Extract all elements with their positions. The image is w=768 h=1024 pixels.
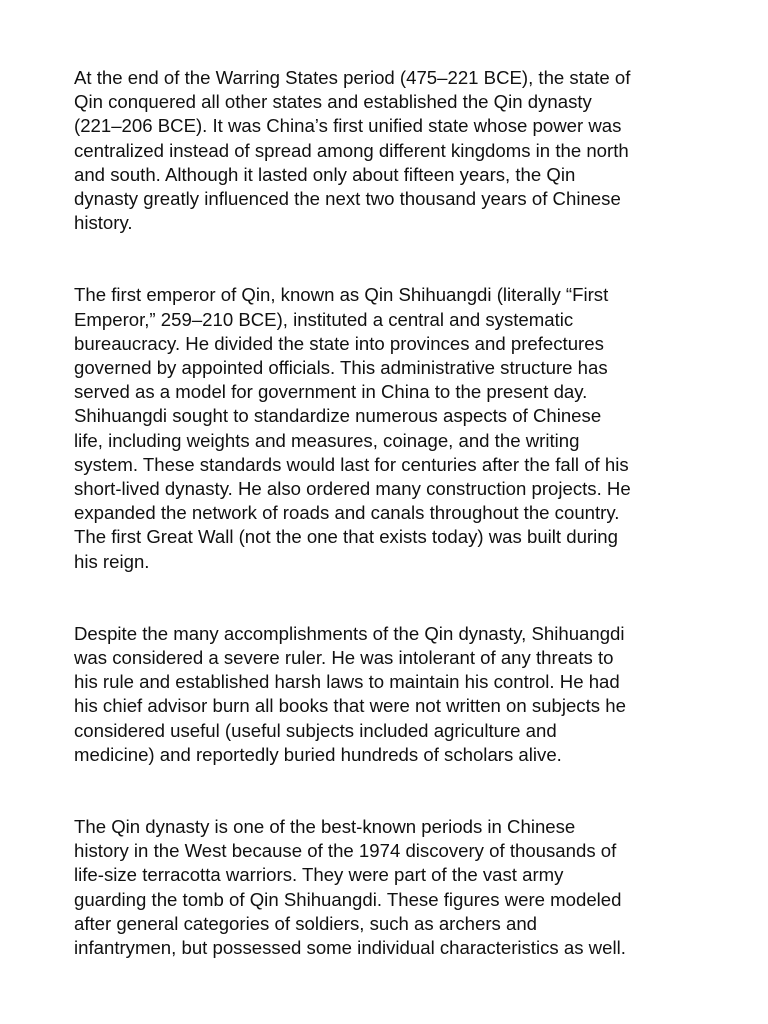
paragraph-warring-states: At the end of the Warring States period (475–221 BCE), the state of Qin conquered all other states and established the Qin dynasty (221–206 BCE). It was China’s first unified state whose power was centralized instead of spread among different kingdoms in the north and south. Although it lasted only about fifteen years, the Qin dynasty greatly influenced the next two thousand years of Chinese history.: [74, 67, 631, 234]
document-page: [74, 66, 704, 960]
paragraph-first-emperor: The first emperor of Qin, known as Qin Shihuangdi (literally “First Emperor,” 259–210 BCE), instituted a central and systematic bureaucracy. He divided the state into provinces and prefectures governed by appointed officials. This administrative structure has served as a model for government in China to the present day. Shihuangdi sought to standardize numerous aspects of Chinese life, including weights and measures, coinage, and the writing system. These standards would last for centuries after the fall of his short-lived dynasty. He also ordered many construction projects. He expanded the network of roads and canals throughout the country. The first Great Wall (not the one that exists today) was built during his reign.: [74, 284, 631, 572]
paragraph-severe-ruler: Despite the many accomplishments of the Qin dynasty, Shihuangdi was considered a severe ruler. He was intolerant of any threats to his rule and established harsh laws to maintain his control. He had his chief advisor burn all books that were not written on subjects he considered useful (useful subjects included agriculture and medicine) and reportedly buried hundreds of scholars alive.: [74, 622, 626, 765]
paragraph-terracotta-warriors: The Qin dynasty is one of the best-known periods in Chinese history in the West because of the 1974 discovery of thousands of life-size terracotta warriors. They were part of the vast army guarding the tomb of Qin Shihuangdi. These figures were modeled after general categories of soldiers, such as archers and infantrymen, but possessed some individual characteristics as well.: [74, 816, 626, 959]
